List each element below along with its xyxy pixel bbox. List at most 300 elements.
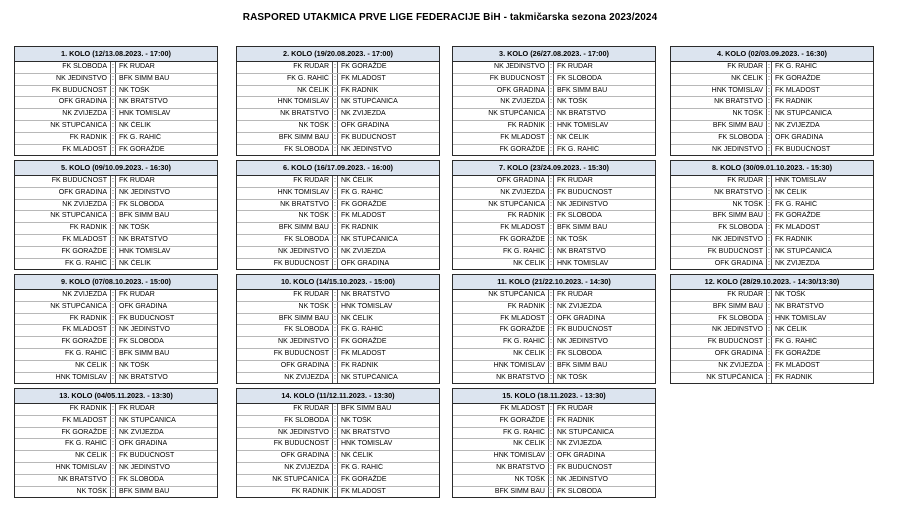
home-team: NK STUPČANICA <box>272 475 329 483</box>
round-header: 9. KOLO (07/08.10.2023. - 15:00) <box>15 275 217 290</box>
home-team: OFK GRADINA <box>714 349 763 357</box>
home-team: HNK TOMISLAV <box>277 188 329 196</box>
match-separator: : <box>332 200 338 211</box>
home-team: NK ZVIJEZDA <box>284 463 329 471</box>
match-row <box>237 463 439 475</box>
away-team: FK SLOBODA <box>119 338 164 346</box>
home-team: FK SLOBODA <box>284 145 329 153</box>
match-row <box>237 302 439 314</box>
home-team: NK ZVIJEZDA <box>500 188 545 196</box>
home-team: FK BUDUĆNOST <box>51 177 107 184</box>
away-team: FK SLOBODA <box>119 200 164 208</box>
match-row <box>453 404 655 416</box>
match-separator: : <box>332 373 338 384</box>
match-separator: : <box>110 259 116 270</box>
away-team: NK ČELIK <box>341 452 373 460</box>
home-team: NK JEDINSTVO <box>278 247 329 255</box>
match-separator: : <box>766 133 772 144</box>
match-row <box>237 133 439 145</box>
match-row <box>15 176 217 188</box>
home-team: HNK TOMISLAV <box>277 98 329 106</box>
home-team: FK G. RAHIĆ <box>502 428 545 436</box>
match-row <box>671 325 873 337</box>
away-team: NK TOŠK <box>557 98 588 106</box>
match-row <box>453 487 655 498</box>
away-team: HNK TOMISLAV <box>775 314 827 322</box>
match-separator: : <box>110 487 116 498</box>
match-row <box>15 416 217 428</box>
match-row <box>15 475 217 487</box>
match-separator: : <box>766 290 772 301</box>
match-separator: : <box>548 302 554 313</box>
home-team: FK BUDUĆNOST <box>707 338 763 346</box>
match-row <box>671 361 873 373</box>
round-header: 3. KOLO (26/27.08.2023. - 17:00) <box>453 47 655 62</box>
home-team: NK BRATSTVO <box>496 373 545 381</box>
match-row <box>237 109 439 121</box>
match-row <box>453 428 655 440</box>
away-team: NK TOŠK <box>119 224 150 232</box>
match-row <box>15 200 217 212</box>
match-row <box>453 259 655 270</box>
round-header: 14. KOLO (11/12.11.2023. - 13:30) <box>237 389 439 404</box>
home-team: HNK TOMISLAV <box>55 463 107 471</box>
away-team: FK RADNIK <box>557 416 595 424</box>
match-separator: : <box>548 463 554 474</box>
home-team: NK ČELIK <box>75 361 107 369</box>
home-team: NK STUPČANICA <box>50 212 107 220</box>
away-team: FK RUDAR <box>557 63 593 70</box>
away-team: NK BRATSTVO <box>119 98 168 106</box>
match-separator: : <box>548 314 554 325</box>
away-team: FK G. RAHIĆ <box>775 63 818 70</box>
away-team: OFK GRADINA <box>341 259 390 267</box>
match-separator: : <box>548 361 554 372</box>
match-separator: : <box>548 428 554 439</box>
away-team: FK RADNIK <box>341 224 379 232</box>
match-separator: : <box>766 223 772 234</box>
home-team: FK BUDUĆNOST <box>273 259 329 267</box>
away-team: BFK SIMM BAU <box>557 361 608 369</box>
match-separator: : <box>110 475 116 486</box>
away-team: OFK GRADINA <box>341 121 390 129</box>
match-separator: : <box>110 176 116 187</box>
away-team: NK JEDINSTVO <box>557 200 608 208</box>
match-separator: : <box>332 404 338 415</box>
round-header: 13. KOLO (04/05.11.2023. - 13:30) <box>15 389 217 404</box>
match-row <box>671 259 873 270</box>
home-team: HNK TOMISLAV <box>493 361 545 369</box>
match-row <box>671 302 873 314</box>
away-team: FK RUDAR <box>557 405 593 412</box>
match-row <box>237 487 439 498</box>
home-team: HNK TOMISLAV <box>493 452 545 460</box>
match-row <box>671 290 873 302</box>
match-row <box>237 428 439 440</box>
match-separator: : <box>766 337 772 348</box>
round-block <box>236 160 440 270</box>
away-team: HNK TOMISLAV <box>119 110 171 118</box>
round-header: 7. KOLO (23/24.09.2023. - 15:30) <box>453 161 655 176</box>
match-separator: : <box>548 349 554 360</box>
match-row <box>671 314 873 326</box>
home-team: HNK TOMISLAV <box>55 373 107 381</box>
away-team: FK BUDUĆNOST <box>775 145 831 153</box>
away-team: FK G. RAHIĆ <box>775 200 818 208</box>
home-team: NK BRATSTVO <box>714 98 763 106</box>
away-team: NK ZVIJEZDA <box>119 428 164 436</box>
away-team: FK BUDUĆNOST <box>557 463 613 471</box>
match-row <box>453 109 655 121</box>
match-row <box>453 325 655 337</box>
away-team: FK GORAŽDE <box>341 63 387 70</box>
match-row <box>15 145 217 156</box>
home-team: NK ZVIJEZDA <box>62 200 107 208</box>
round-block <box>452 160 656 270</box>
match-row <box>453 475 655 487</box>
home-team: NK ČELIK <box>513 349 545 357</box>
match-separator: : <box>332 259 338 270</box>
match-separator: : <box>548 188 554 199</box>
home-team: FK RUDAR <box>293 177 329 184</box>
away-team: FK GORAŽDE <box>341 475 387 483</box>
home-team: FK GORAŽDE <box>499 145 545 153</box>
match-separator: : <box>766 200 772 211</box>
home-team: NK BRATSTVO <box>496 463 545 471</box>
away-team: NK STUPČANICA <box>775 247 832 255</box>
match-row <box>15 259 217 270</box>
away-team: FK RADNIK <box>341 361 379 369</box>
home-team: NK BRATSTVO <box>280 200 329 208</box>
match-separator: : <box>110 302 116 313</box>
match-row <box>15 74 217 86</box>
match-separator: : <box>766 302 772 313</box>
match-separator: : <box>110 200 116 211</box>
home-team: NK ČELIK <box>513 440 545 448</box>
away-team: NK TOŠK <box>775 291 806 298</box>
match-row <box>237 259 439 270</box>
match-separator: : <box>548 487 554 498</box>
home-team: NK TOŠK <box>732 110 763 118</box>
away-team: NK STUPČANICA <box>341 373 398 381</box>
round-block <box>236 388 440 498</box>
away-team: FK RADNIK <box>775 98 813 106</box>
away-team: FK BUDUĆNOST <box>557 188 613 196</box>
match-separator: : <box>110 337 116 348</box>
match-row <box>671 337 873 349</box>
away-team: NK ZVIJEZDA <box>341 247 386 255</box>
match-row <box>453 451 655 463</box>
away-team: FK G. RAHIĆ <box>775 338 818 346</box>
home-team: NK ZVIJEZDA <box>62 110 107 118</box>
match-row <box>671 145 873 156</box>
home-team: FK BUDUĆNOST <box>273 349 329 357</box>
match-row <box>453 86 655 98</box>
match-separator: : <box>332 109 338 120</box>
match-separator: : <box>548 121 554 132</box>
away-team: FK RUDAR <box>557 177 593 184</box>
home-team: NK JEDINSTVO <box>278 428 329 436</box>
match-separator: : <box>332 451 338 462</box>
match-separator: : <box>548 373 554 384</box>
home-team: FK MLADOST <box>62 326 107 334</box>
away-team: NK JEDINSTVO <box>119 188 170 196</box>
away-team: NK ZVIJEZDA <box>341 110 386 118</box>
round-header: 8. KOLO (30/09.01.10.2023. - 15:30) <box>671 161 873 176</box>
match-row <box>237 223 439 235</box>
away-team: FK GORAŽDE <box>119 145 165 153</box>
match-separator: : <box>766 247 772 258</box>
away-team: NK ČELIK <box>557 133 589 141</box>
home-team: BFK SIMM BAU <box>712 302 763 310</box>
match-row <box>15 463 217 475</box>
match-separator: : <box>110 211 116 222</box>
match-row <box>453 361 655 373</box>
home-team: FK GORAŽDE <box>61 338 107 346</box>
home-team: OFK GRADINA <box>280 452 329 460</box>
match-row <box>237 349 439 361</box>
match-row <box>453 188 655 200</box>
match-separator: : <box>332 361 338 372</box>
match-separator: : <box>110 361 116 372</box>
away-team: NK BRATSTVO <box>119 373 168 381</box>
home-team: FK BUDUĆNOST <box>51 86 107 94</box>
match-row <box>453 211 655 223</box>
home-team: NK STUPČANICA <box>50 121 107 129</box>
home-team: FK RADNIK <box>69 224 107 232</box>
match-separator: : <box>110 145 116 156</box>
match-row <box>453 314 655 326</box>
home-team: FK G. RAHIĆ <box>64 349 107 357</box>
home-team: FK MLADOST <box>62 235 107 243</box>
home-team: NK ZVIJEZDA <box>718 361 763 369</box>
match-row <box>237 145 439 156</box>
match-row <box>237 247 439 259</box>
match-separator: : <box>766 97 772 108</box>
match-row <box>671 133 873 145</box>
match-separator: : <box>332 188 338 199</box>
match-separator: : <box>110 247 116 258</box>
away-team: HNK TOMISLAV <box>119 247 171 255</box>
match-row <box>15 404 217 416</box>
match-separator: : <box>332 247 338 258</box>
away-team: FK G. RAHIĆ <box>341 188 384 196</box>
match-row <box>15 361 217 373</box>
match-separator: : <box>766 314 772 325</box>
match-row <box>453 145 655 156</box>
match-separator: : <box>332 349 338 360</box>
match-separator: : <box>110 349 116 360</box>
home-team: NK ZVIJEZDA <box>284 373 329 381</box>
match-row <box>453 235 655 247</box>
match-separator: : <box>766 235 772 246</box>
match-row <box>237 361 439 373</box>
away-team: NK JEDINSTVO <box>557 475 608 483</box>
away-team: NK ČELIK <box>341 177 373 184</box>
match-row <box>237 290 439 302</box>
away-team: FK BUDUĆNOST <box>119 314 175 322</box>
match-separator: : <box>548 133 554 144</box>
match-separator: : <box>110 451 116 462</box>
match-separator: : <box>332 487 338 498</box>
match-separator: : <box>766 188 772 199</box>
match-row <box>671 97 873 109</box>
match-row <box>671 247 873 259</box>
match-row <box>453 223 655 235</box>
match-row <box>237 416 439 428</box>
round-block <box>452 46 656 156</box>
match-separator: : <box>766 259 772 270</box>
home-team: NK BRATSTVO <box>714 188 763 196</box>
round-block <box>14 388 218 498</box>
match-separator: : <box>332 86 338 97</box>
match-separator: : <box>766 145 772 156</box>
match-separator: : <box>548 97 554 108</box>
home-team: BFK SIMM BAU <box>712 212 763 220</box>
match-separator: : <box>548 223 554 234</box>
away-team: NK STUPČANICA <box>119 416 176 424</box>
match-row <box>671 223 873 235</box>
away-team: FK G. RAHIĆ <box>557 145 600 153</box>
round-block <box>236 274 440 384</box>
home-team: NK STUPČANICA <box>706 373 763 381</box>
home-team: FK GORAŽDE <box>499 416 545 424</box>
home-team: FK RUDAR <box>727 63 763 70</box>
match-row <box>15 302 217 314</box>
home-team: NK JEDINSTVO <box>56 74 107 82</box>
away-team: NK TOŠK <box>341 416 372 424</box>
away-team: NK STUPČANICA <box>341 235 398 243</box>
home-team: FK RUDAR <box>727 291 763 298</box>
match-row <box>453 337 655 349</box>
match-separator: : <box>332 463 338 474</box>
away-team: FK RUDAR <box>119 177 155 184</box>
home-team: NK ČELIK <box>731 74 763 82</box>
home-team: NK BRATSTVO <box>58 475 107 483</box>
match-separator: : <box>766 62 772 73</box>
match-row <box>237 337 439 349</box>
home-team: OFK GRADINA <box>58 98 107 106</box>
away-team: FK SLOBODA <box>557 487 602 495</box>
away-team: NK ZVIJEZDA <box>775 121 820 129</box>
home-team: FK SLOBODA <box>718 133 763 141</box>
away-team: FK GORAŽDE <box>775 74 821 82</box>
match-separator: : <box>110 314 116 325</box>
match-separator: : <box>548 404 554 415</box>
match-separator: : <box>110 439 116 450</box>
away-team: BFK SIMM BAU <box>119 349 170 357</box>
match-row <box>237 451 439 463</box>
home-team: FK SLOBODA <box>718 224 763 232</box>
match-separator: : <box>548 145 554 156</box>
match-row <box>237 373 439 384</box>
away-team: NK ZVIJEZDA <box>557 440 602 448</box>
home-team: NK TOŠK <box>732 200 763 208</box>
match-row <box>15 121 217 133</box>
away-team: NK TOŠK <box>119 361 150 369</box>
home-team: FK RADNIK <box>291 487 329 495</box>
match-separator: : <box>332 337 338 348</box>
home-team: FK GORAŽDE <box>499 326 545 334</box>
match-row <box>671 188 873 200</box>
home-team: FK BUDUĆNOST <box>707 247 763 255</box>
match-separator: : <box>332 97 338 108</box>
home-team: FK G. RAHIĆ <box>64 259 107 267</box>
match-separator: : <box>766 349 772 360</box>
match-row <box>15 439 217 451</box>
match-row <box>15 247 217 259</box>
match-row <box>671 200 873 212</box>
match-separator: : <box>110 188 116 199</box>
away-team: OFK GRADINA <box>119 302 168 310</box>
away-team: FK SLOBODA <box>557 74 602 82</box>
match-row <box>453 349 655 361</box>
match-row <box>15 337 217 349</box>
away-team: NK ČELIK <box>775 326 807 334</box>
home-team: FK RADNIK <box>507 302 545 310</box>
match-separator: : <box>332 121 338 132</box>
home-team: BFK SIMM BAU <box>712 121 763 129</box>
away-team: FK MLADOST <box>341 487 386 495</box>
match-separator: : <box>110 62 116 73</box>
away-team: FK RUDAR <box>119 405 155 412</box>
home-team: NK TOŠK <box>298 212 329 220</box>
away-team: FK MLADOST <box>775 224 820 232</box>
away-team: FK MLADOST <box>341 349 386 357</box>
home-team: FK BUDUĆNOST <box>273 440 329 448</box>
match-separator: : <box>548 86 554 97</box>
away-team: FK G. RAHIĆ <box>341 463 384 471</box>
match-separator: : <box>548 74 554 85</box>
away-team: NK ZVIJEZDA <box>557 302 602 310</box>
away-team: NK JEDINSTVO <box>341 145 392 153</box>
away-team: FK RUDAR <box>557 291 593 298</box>
match-row <box>237 74 439 86</box>
match-row <box>237 314 439 326</box>
away-team: FK GORAŽDE <box>775 212 821 220</box>
match-row <box>15 62 217 74</box>
match-separator: : <box>332 223 338 234</box>
away-team: OFK GRADINA <box>119 440 168 448</box>
home-team: FK RUDAR <box>727 177 763 184</box>
home-team: BFK SIMM BAU <box>494 487 545 495</box>
match-separator: : <box>110 223 116 234</box>
match-row <box>671 86 873 98</box>
home-team: FK RADNIK <box>69 405 107 412</box>
home-team: HNK TOMISLAV <box>711 86 763 94</box>
match-separator: : <box>548 325 554 336</box>
match-separator: : <box>332 74 338 85</box>
away-team: FK SLOBODA <box>119 475 164 483</box>
away-team: NK JEDINSTVO <box>119 463 170 471</box>
home-team: NK JEDINSTVO <box>494 63 545 70</box>
home-team: FK SLOBODA <box>718 314 763 322</box>
home-team: FK RADNIK <box>507 121 545 129</box>
home-team: NK ČELIK <box>75 452 107 460</box>
home-team: FK RADNIK <box>69 133 107 141</box>
match-row <box>237 121 439 133</box>
away-team: FK RADNIK <box>775 373 813 381</box>
round-block <box>236 46 440 156</box>
away-team: BFK SIMM BAU <box>557 224 608 232</box>
match-separator: : <box>548 247 554 258</box>
match-separator: : <box>110 325 116 336</box>
home-team: NK JEDINSTVO <box>278 338 329 346</box>
away-team: FK SLOBODA <box>557 349 602 357</box>
match-separator: : <box>766 109 772 120</box>
match-separator: : <box>766 373 772 384</box>
match-separator: : <box>332 133 338 144</box>
